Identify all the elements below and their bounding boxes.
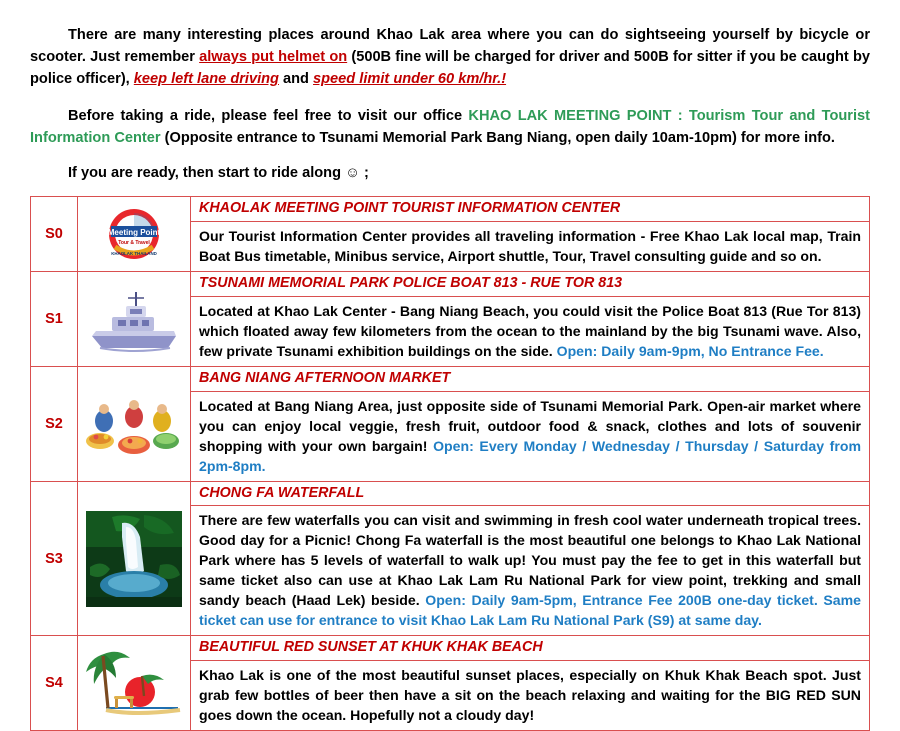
intro-emphasis-left-lane: keep left lane driving <box>133 71 279 88</box>
route-open-hours: Open: Daily 9am-5pm, Entrance Fee 200B one-day ticket. Same ticket can use for entrance to visit Khao Lak Lam Ru National Park (S9) at same day. <box>199 592 861 629</box>
table-row <box>31 197 870 272</box>
waterfall-photo <box>82 507 186 611</box>
intro-text-1e: and <box>278 71 314 88</box>
intro-paragraph-2 <box>30 105 870 149</box>
route-body-cell <box>191 481 870 636</box>
route-open-hours: Open: Every Monday / Wednesday / Thursday / Saturday from 2pm-8pm. <box>199 437 861 474</box>
route-description <box>191 297 869 366</box>
routes-table <box>30 196 870 731</box>
route-open-hours: Open: Daily 9am-9pm, No Entrance Fee. <box>556 342 824 359</box>
route-title: KHAOLAK MEETING POINT TOURIST INFORMATION CENTER <box>191 197 869 222</box>
table-row <box>31 481 870 636</box>
route-title: BANG NIANG AFTERNOON MARKET <box>191 367 869 392</box>
intro-text-1c: (500B fine will be charged for driver and 500B for sitter if you be caught by police officer), <box>30 49 871 88</box>
police-boat-illustration <box>82 282 186 356</box>
route-title: TSUNAMI MEMORIAL PARK POLICE BOAT 813 - RUE TOR 813 <box>191 272 869 297</box>
route-code-cell: S2 <box>31 366 78 481</box>
route-thumbnail-cell <box>78 481 191 636</box>
route-body-cell <box>191 366 870 481</box>
route-thumbnail-cell <box>78 271 191 366</box>
svg-text:Meeting Point: Meeting Point <box>107 227 161 237</box>
intro-emphasis-helmet: always put helmet on <box>199 49 348 66</box>
route-code-cell: S0 <box>31 197 78 272</box>
route-description <box>191 661 869 730</box>
svg-text:Tour & Travel: Tour & Travel <box>118 239 150 246</box>
table-row <box>31 636 870 731</box>
intro-paragraph-3 <box>30 162 870 184</box>
route-body-cell <box>191 271 870 366</box>
route-body-cell <box>191 197 870 272</box>
route-thumbnail-cell <box>78 636 191 731</box>
intro-text-3: If you are ready, then start to ride along ☺ ; <box>68 164 369 181</box>
route-description <box>191 506 869 635</box>
office-name: KHAO LAK MEETING POINT : Tourism Tour and Tourist Information Center <box>30 107 870 146</box>
route-title: BEAUTIFUL RED SUNSET AT KHUK KHAK BEACH <box>191 636 869 661</box>
intro-text-2a: Before taking a ride, please feel free to visit our office <box>68 107 469 124</box>
svg-text:KHAOLAK THAILAND: KHAOLAK THAILAND <box>111 250 157 256</box>
route-code-cell: S3 <box>31 481 78 636</box>
route-code-cell: S4 <box>31 636 78 731</box>
meeting-point-logo <box>82 207 186 261</box>
route-description <box>191 392 869 481</box>
market-stall-illustration <box>82 387 186 461</box>
route-title: CHONG FA WATERFALL <box>191 482 869 507</box>
route-description-text: There are few waterfalls you can visit and swimming in fresh cool water underneath tropical trees. Good day for a Picnic! Chong Fa waterfall is the most beautiful one belongs to Khao Lak National Park where has 5 levels of waterfall to walk up! You must pay the fee to get in this waterfall but same ticket also can use at Khao Lak Lam Ru National Park for view point, trekking and small sandy beach (Haad Lek) beside. <box>199 512 861 609</box>
route-thumbnail-cell <box>78 197 191 272</box>
sunset-beach-illustration <box>82 646 186 720</box>
route-description-text: Our Tourist Information Center provides all traveling information - Free Khao Lak local map, Train Boat Bus timetable, Minibus service, Airport shuttle, Tour, Travel consulting guide and so on. <box>199 227 861 264</box>
intro-paragraph-1 <box>30 24 870 91</box>
route-description-text: Located at Bang Niang Area, just opposite side of Tsunami Memorial Park. Open-air market where you can enjoy local veggie, fresh fruit, outdoor food & snack, clothes and lots of souvenir shopping with your own bargain! <box>199 397 861 454</box>
intro-text-1a: There are many interesting places around Khao Lak area where you can do sightseeing yourself by bicycle or scooter. Just remember <box>30 27 870 66</box>
intro-text-2c: (Opposite entrance to Tsunami Memorial Park Bang Niang, open daily 10am-10pm) for more info. <box>160 129 835 146</box>
intro-emphasis-speed-limit: speed limit under 60 km/hr.! <box>313 71 507 88</box>
table-row <box>31 366 870 481</box>
route-thumbnail-cell <box>78 366 191 481</box>
route-code-cell: S1 <box>31 271 78 366</box>
route-description-text: Khao Lak is one of the most beautiful sunset places, especially on Khuk Khak Beach spot. Just grab few bottles of beer then have a sit on the beach relaxing and waiting for the BIG RED SUN goes down the ocean. Hopefully not a cloudy day! <box>199 667 861 724</box>
route-description-text: Located at Khao Lak Center - Bang Niang Beach, you could visit the Police Boat 813 (Rue Tor 813) which floated away few kilometers from the ocean to the mainland by the big Tsunami wave. Also, few private Tsunami exhibition buildings on the side. <box>199 302 861 359</box>
route-description <box>191 222 869 271</box>
table-row <box>31 271 870 366</box>
route-body-cell <box>191 636 870 731</box>
